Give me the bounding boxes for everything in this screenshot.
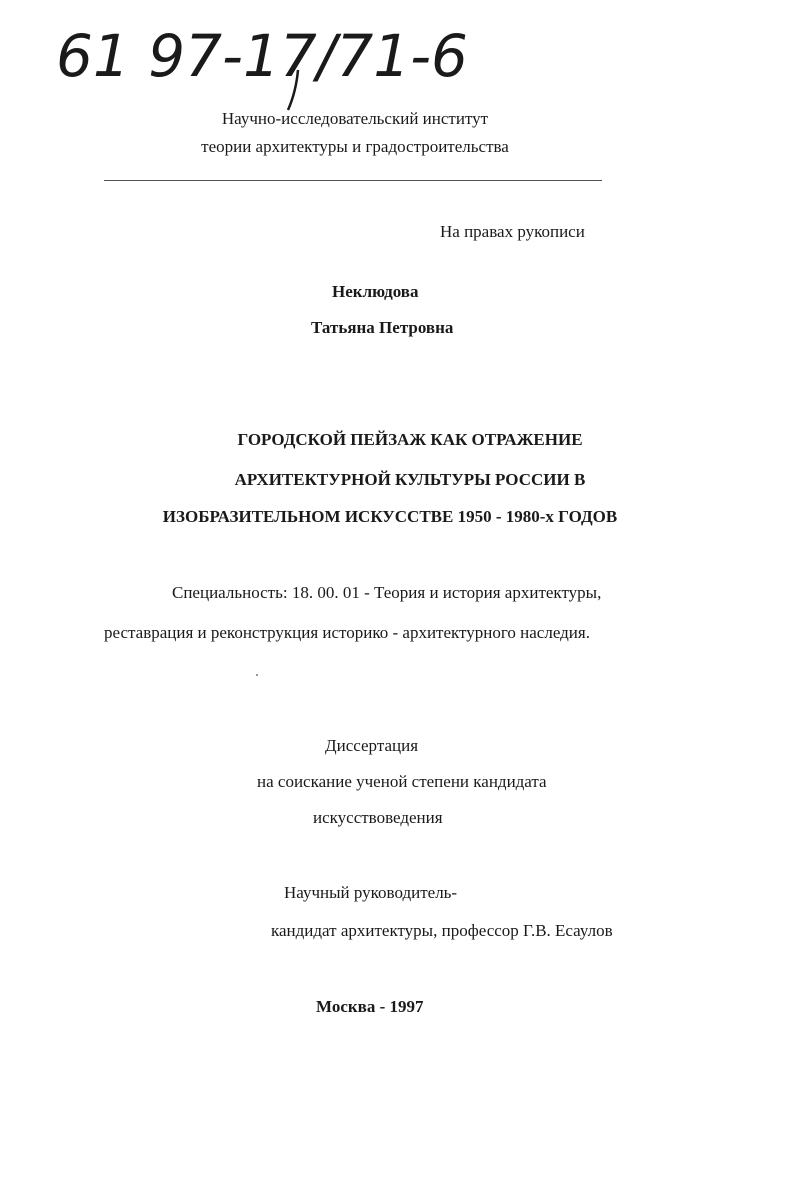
archive-number-text: 61 97-17/71-6 (56, 22, 468, 90)
specialty-line-1: Специальность: 18. 00. 01 - Теория и история архитектуры, (172, 583, 602, 602)
institute-line-2: теории архитектуры и градостроительства (201, 137, 509, 156)
header-divider (104, 180, 602, 181)
dissertation-line-1: Диссертация (325, 736, 419, 755)
dissertation-line-3: искусствоведения (313, 808, 443, 827)
title-line-3: ИЗОБРАЗИТЕЛЬНОМ ИСКУССТВЕ 1950 - 1980-х ГОДОВ (162, 507, 618, 526)
title-line-2: АРХИТЕКТУРНОЙ КУЛЬТУРЫ РОССИИ В (234, 470, 586, 489)
supervisor-line-2: кандидат архитектуры, профессор Г.В. Есаулов (271, 921, 613, 940)
title-line-1: ГОРОДСКОЙ ПЕЙЗАЖ КАК ОТРАЖЕНИЕ (237, 430, 583, 449)
author-given-names: Татьяна Петровна (311, 318, 454, 337)
handwritten-archive-number (52, 6, 472, 116)
scan-speck (256, 674, 258, 676)
institute-line-1: Научно-исследовательский институт (221, 109, 489, 128)
place-year: Москва - 1997 (316, 997, 424, 1016)
dissertation-line-2: на соискание ученой степени кандидата (257, 772, 547, 791)
author-surname: Неклюдова (332, 282, 419, 301)
supervisor-line-1: Научный руководитель- (284, 883, 458, 902)
rights-note: На правах рукописи (440, 222, 585, 241)
specialty-line-2: реставрация и реконструкция историко - архитектурного наследия. (104, 623, 590, 642)
